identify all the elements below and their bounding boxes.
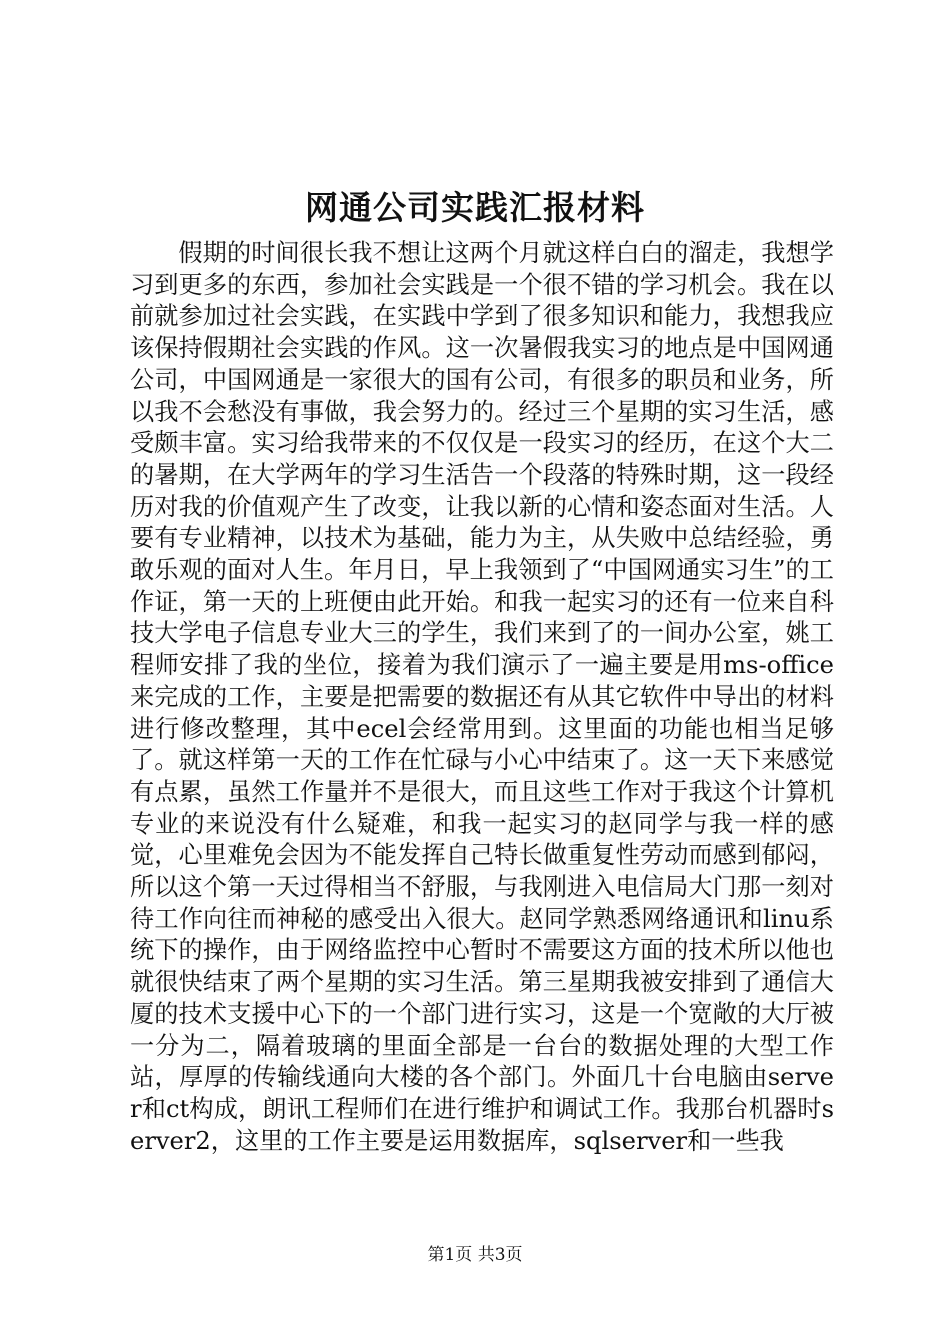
document-title: 网通公司实践汇报材料 bbox=[305, 188, 645, 227]
body-paragraph: 假期的时间很长我不想让这两个月就这样白白的溜走，我想学习到更多的东西，参加社会实践是一个很不错的学习机会。我在以前就参加过社会实践，在实践中学到了很多知识和能力，我想我应该保持假期社会实践的作风。这一次暑假我实习的地点是中国网通公司，中国网通是一家很大的国有公司，有很多的职员和业务，所以我不会愁没有事做，我会努力的。经过三个星期的实习生活，感受颇丰富。实习给我带来的不仅仅是一段实习的经历，在这个大二的暑期，在大学两年的学习生活告一个段落的特殊时期，这一段经历对我的价值观产生了改变，让我以新的心情和姿态面对生活。人要有专业精神，以技术为基础，能力为主，从失败中总结经验，勇敢乐观的面对人生。年月日，早上我领到了“中国网通实习生”的工作证，第一天的上班便由此开始。和我一起实习的还有一位来自科技大学电子信息专业大三的学生，我们来到了的一间办公室，姚工程师安排了我的坐位，接着为我们演示了一遍主要是用ms-office来完成的工作，主要是把需要的数据还有从其它软件中导出的材料进行修改整理，其中ecel会经常用到。这里面的功能也相当足够了。就这样第一天的工作在忙碌与小心中结束了。这一天下来感觉有点累，虽然工作量并不是很大，而且这些工作对于我这个计算机专业的来说没有什么疑难，和我一起实习的赵同学与我一样的感觉，心里难免会因为不能发挥自己特长做重复性劳动而感到郁闷，所以这个第一天过得相当不舒服，与我刚进入电信局大门那一刻对待工作向往而神秘的感受出入很大。赵同学熟悉网络通讯和linu系统下的操作，由于网络监控中心暂时不需要这方面的技术所以他也就很快结束了两个星期的实习生活。第三星期我被安排到了通信大厦的技术支援中心下的一个部门进行实习，这是一个宽敞的大厅被一分为二，隔着玻璃的里面全部是一台台的数据处理的大型工作站，厚厚的传输线通向大楼的各个部门。外面几十台电脑由server和ct构成，朗讯工程师们在进行维护和调试工作。我那台机器时server2，这里的工作主要是运用数据库，sqlserver和一些我 bbox=[130, 239, 834, 1155]
page-footer: 第1页 共3页 bbox=[427, 1245, 523, 1265]
